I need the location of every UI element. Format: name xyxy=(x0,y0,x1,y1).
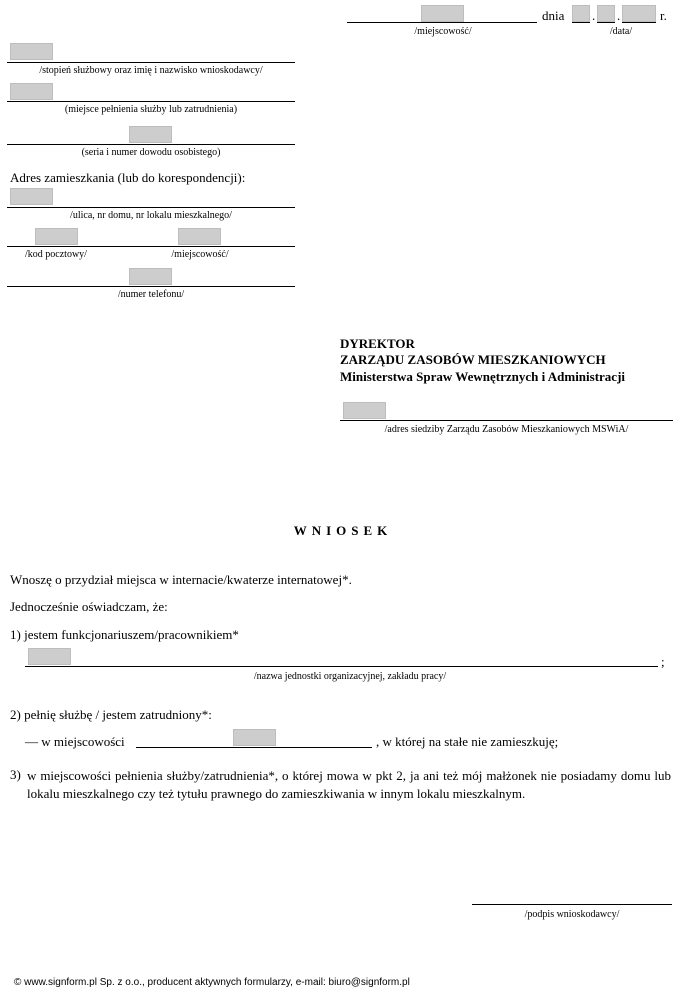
city-input[interactable] xyxy=(178,228,221,245)
date-dot-1: . xyxy=(592,8,596,23)
date-caption: /data/ xyxy=(609,26,633,37)
footer-text: © www.signform.pl Sp. z o.o., producent aktywnych formularzy, e-mail: biuro@signform.pl xyxy=(14,977,410,988)
street-caption: /ulica, nr domu, nr lokalu mieszkalnego/ xyxy=(70,210,232,221)
place-input[interactable] xyxy=(421,5,464,22)
phone-input[interactable] xyxy=(129,268,172,285)
recipient-address-line xyxy=(340,420,673,421)
item-2-prefix: — w miejscowości xyxy=(25,734,125,749)
day-line xyxy=(572,22,590,23)
organization-line xyxy=(25,666,658,667)
place-line xyxy=(347,22,537,23)
rank-name-line xyxy=(7,62,295,63)
dnia-label: dnia xyxy=(542,8,565,23)
year-suffix: r. xyxy=(660,8,667,23)
phone-caption: /numer telefonu/ xyxy=(117,289,185,300)
recipient-address-input[interactable] xyxy=(343,402,386,419)
item-1-text: 1) jestem funkcjonariuszem/pracownikiem* xyxy=(10,627,239,642)
item-1-semicolon: ; xyxy=(661,654,665,669)
signature-line xyxy=(472,904,672,905)
year-line xyxy=(622,22,656,23)
workplace-caption: (miejsce pełnienia służby lub zatrudnienia) xyxy=(64,104,238,115)
recipient-address-caption: /adres siedziby Zarządu Zasobów Mieszkaniowych MSWiA/ xyxy=(384,424,629,435)
month-input[interactable] xyxy=(597,5,615,22)
address-heading: Adres zamieszkania (lub do korespondencji): xyxy=(10,170,246,185)
postal-code-input[interactable] xyxy=(35,228,78,245)
recipient-line-3: Ministerstwa Spraw Wewnętrznych i Administracji xyxy=(340,369,626,384)
rank-name-caption: /stopień służbowy oraz imię i nazwisko wnioskodawcy/ xyxy=(39,65,263,76)
workplace-input[interactable] xyxy=(10,83,53,100)
phone-line xyxy=(7,286,295,287)
month-line xyxy=(597,22,615,23)
id-number-input[interactable] xyxy=(129,126,172,143)
item-3-number: 3) xyxy=(10,767,21,782)
item-2-suffix: , w której na stałe nie zamieszkuję; xyxy=(376,734,559,749)
organization-input[interactable] xyxy=(28,648,71,665)
id-number-line xyxy=(7,144,295,145)
request-text: Wnoszę o przydział miejsca w internacie/kwaterze internatowej*. xyxy=(10,572,352,587)
declaration-text: Jednocześnie oświadczam, że: xyxy=(10,599,168,614)
organization-caption: /nazwa jednostki organizacyjnej, zakładu pracy/ xyxy=(253,671,447,682)
postal-city-line xyxy=(7,246,295,247)
recipient-line-2: ZARZĄDU ZASOBÓW MIESZKANIOWYCH xyxy=(340,352,606,367)
workplace-line xyxy=(7,101,295,102)
rank-name-input[interactable] xyxy=(10,43,53,60)
item-2-text: 2) pełnię służbę / jestem zatrudniony*: xyxy=(10,707,212,722)
year-input[interactable] xyxy=(622,5,656,22)
place-caption: /miejscowość/ xyxy=(414,26,472,37)
signature-caption: /podpis wnioskodawcy/ xyxy=(524,909,620,920)
item-3-text: w miejscowości pełnienia służby/zatrudnienia*, o której mowa w pkt 2, ja ani też mój małżonek nie posiadamy domu lub lokalu mieszkalnego czy też tytułu prawnego do zamieszkiwania w innym lokalu mieszkalnym. xyxy=(27,768,671,801)
service-city-line xyxy=(136,747,372,748)
recipient-line-1: DYREKTOR xyxy=(340,336,415,351)
street-input[interactable] xyxy=(10,188,53,205)
id-number-caption: (seria i numer dowodu osobistego) xyxy=(81,147,221,158)
date-dot-2: . xyxy=(617,8,621,23)
day-input[interactable] xyxy=(572,5,590,22)
street-line xyxy=(7,207,295,208)
document-title: WNIOSEK xyxy=(293,523,393,538)
service-city-input[interactable] xyxy=(233,729,276,746)
city-caption: /miejscowość/ xyxy=(171,249,229,260)
postal-code-caption: /kod pocztowy/ xyxy=(25,249,87,260)
